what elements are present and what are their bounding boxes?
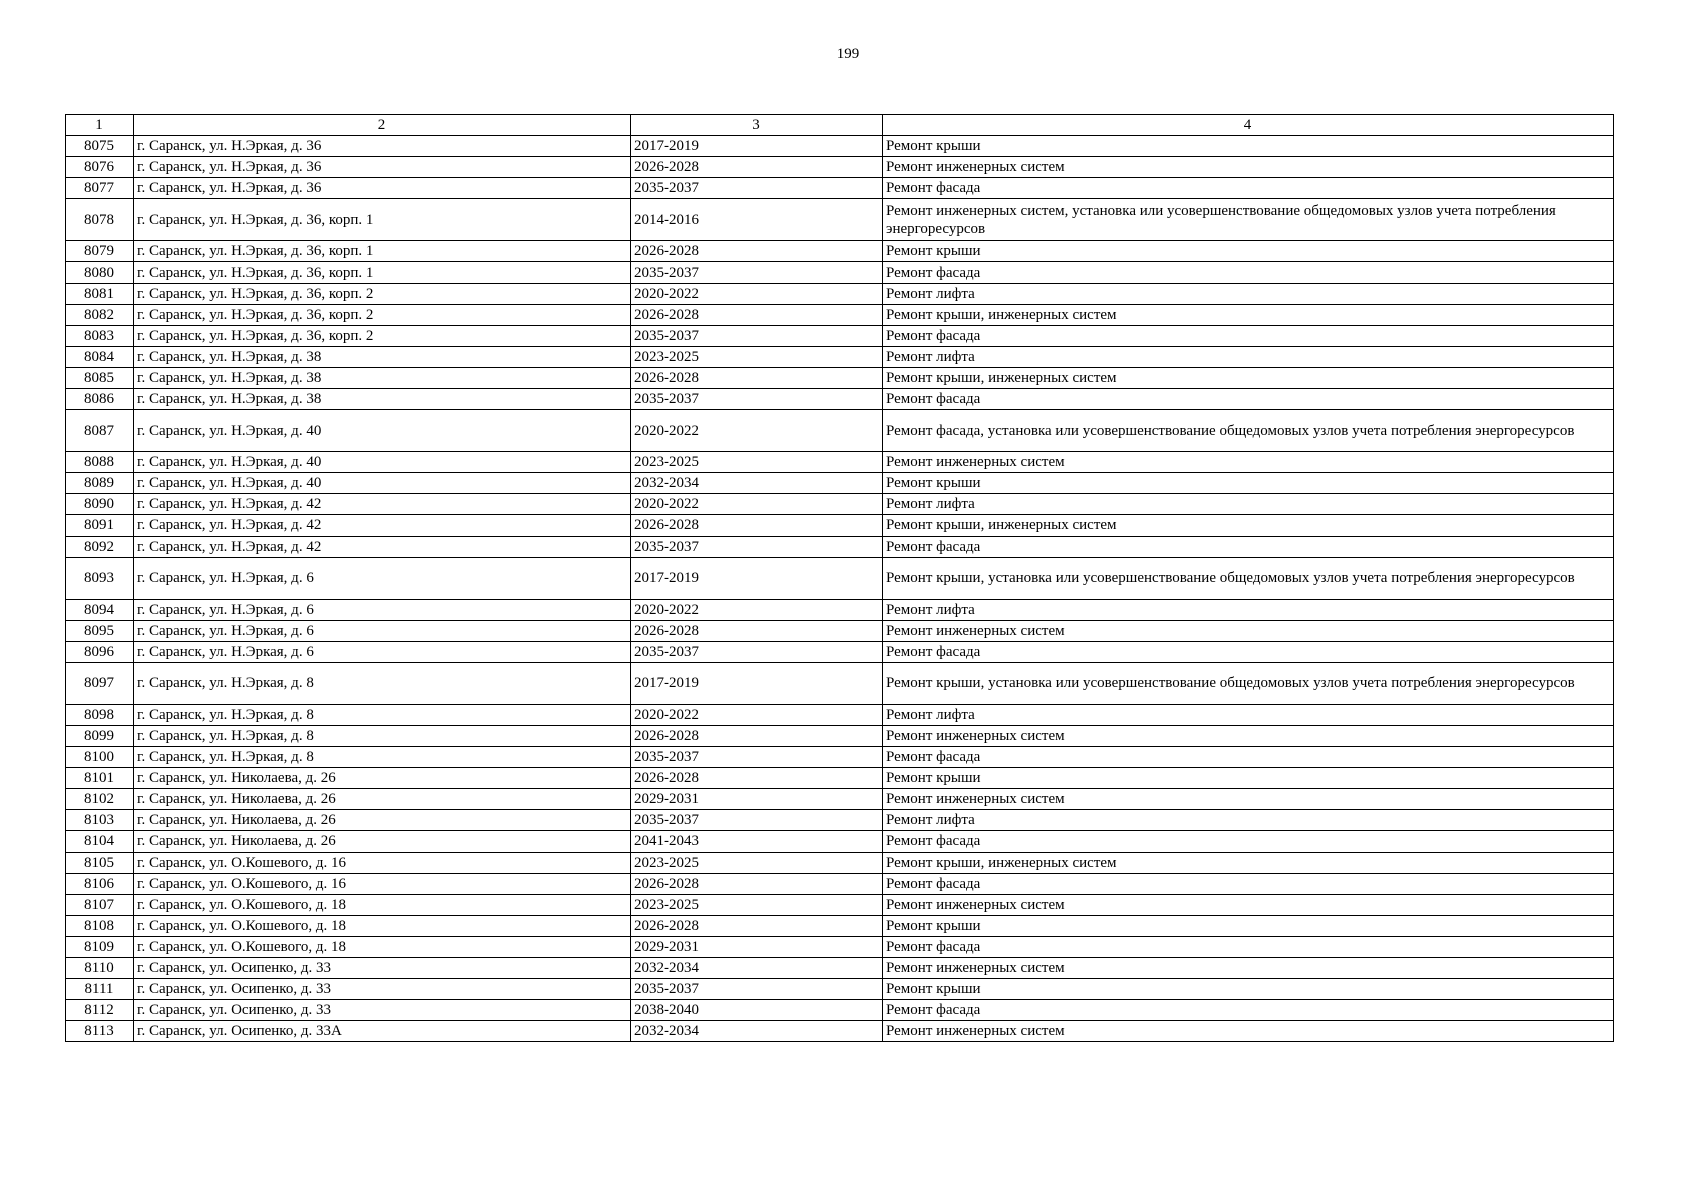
work-type-cell: Ремонт лифта bbox=[883, 283, 1614, 304]
period-cell: 2035-2037 bbox=[631, 536, 883, 557]
table-row bbox=[66, 199, 1614, 241]
work-type-cell: Ремонт крыши, инженерных систем bbox=[883, 304, 1614, 325]
address-cell: г. Саранск, ул. О.Кошевого, д. 16 bbox=[134, 852, 631, 873]
table-body bbox=[66, 115, 1614, 1042]
table-row bbox=[66, 557, 1614, 599]
period-cell: 2026-2028 bbox=[631, 873, 883, 894]
period-cell: 2023-2025 bbox=[631, 894, 883, 915]
row-number-cell: 8094 bbox=[66, 599, 134, 620]
address-cell: г. Саранск, ул. Н.Эркая, д. 42 bbox=[134, 536, 631, 557]
table-row bbox=[66, 852, 1614, 873]
table-row bbox=[66, 515, 1614, 536]
period-cell: 2026-2028 bbox=[631, 725, 883, 746]
row-number-cell: 8113 bbox=[66, 1021, 134, 1042]
row-number-cell: 8077 bbox=[66, 178, 134, 199]
row-number-cell: 8110 bbox=[66, 958, 134, 979]
row-number-cell: 8089 bbox=[66, 473, 134, 494]
row-number-cell: 8087 bbox=[66, 410, 134, 452]
address-cell: г. Саранск, ул. Осипенко, д. 33 bbox=[134, 958, 631, 979]
address-cell: г. Саранск, ул. Н.Эркая, д. 8 bbox=[134, 747, 631, 768]
address-cell: г. Саранск, ул. Н.Эркая, д. 36 bbox=[134, 136, 631, 157]
period-cell: 2017-2019 bbox=[631, 662, 883, 704]
period-cell: 2035-2037 bbox=[631, 641, 883, 662]
address-cell: г. Саранск, ул. Н.Эркая, д. 40 bbox=[134, 473, 631, 494]
work-type-cell: Ремонт крыши, установка или усовершенствование общедомовых узлов учета потребления энергоресурсов bbox=[883, 557, 1614, 599]
period-cell: 2038-2040 bbox=[631, 1000, 883, 1021]
address-cell: г. Саранск, ул. Н.Эркая, д. 8 bbox=[134, 662, 631, 704]
table-row bbox=[66, 958, 1614, 979]
address-cell: г. Саранск, ул. Н.Эркая, д. 36 bbox=[134, 157, 631, 178]
work-type-cell: Ремонт лифта bbox=[883, 494, 1614, 515]
period-cell: 2026-2028 bbox=[631, 915, 883, 936]
table-row bbox=[66, 704, 1614, 725]
work-type-cell: Ремонт инженерных систем bbox=[883, 452, 1614, 473]
period-cell: 2026-2028 bbox=[631, 241, 883, 262]
address-cell: г. Саранск, ул. Николаева, д. 26 bbox=[134, 810, 631, 831]
header-cell-work: 4 bbox=[883, 115, 1614, 136]
row-number-cell: 8101 bbox=[66, 768, 134, 789]
table-row bbox=[66, 325, 1614, 346]
address-cell: г. Саранск, ул. Н.Эркая, д. 38 bbox=[134, 389, 631, 410]
period-cell: 2020-2022 bbox=[631, 283, 883, 304]
address-cell: г. Саранск, ул. Н.Эркая, д. 42 bbox=[134, 494, 631, 515]
work-type-cell: Ремонт лифта bbox=[883, 704, 1614, 725]
table-header-row bbox=[66, 115, 1614, 136]
period-cell: 2026-2028 bbox=[631, 515, 883, 536]
work-type-cell: Ремонт инженерных систем bbox=[883, 725, 1614, 746]
table-row bbox=[66, 599, 1614, 620]
table-row bbox=[66, 136, 1614, 157]
address-cell: г. Саранск, ул. Николаева, д. 26 bbox=[134, 789, 631, 810]
address-cell: г. Саранск, ул. Н.Эркая, д. 40 bbox=[134, 452, 631, 473]
table-row bbox=[66, 873, 1614, 894]
period-cell: 2017-2019 bbox=[631, 136, 883, 157]
address-cell: г. Саранск, ул. О.Кошевого, д. 18 bbox=[134, 894, 631, 915]
work-type-cell: Ремонт фасада bbox=[883, 936, 1614, 957]
period-cell: 2032-2034 bbox=[631, 1021, 883, 1042]
row-number-cell: 8091 bbox=[66, 515, 134, 536]
row-number-cell: 8081 bbox=[66, 283, 134, 304]
address-cell: г. Саранск, ул. Н.Эркая, д. 36, корп. 2 bbox=[134, 283, 631, 304]
row-number-cell: 8092 bbox=[66, 536, 134, 557]
work-type-cell: Ремонт крыши bbox=[883, 768, 1614, 789]
row-number-cell: 8106 bbox=[66, 873, 134, 894]
work-type-cell: Ремонт инженерных систем, установка или усовершенствование общедомовых узлов учета потребления энергоресурсов bbox=[883, 199, 1614, 241]
page-number: 199 bbox=[836, 46, 860, 62]
table-row bbox=[66, 768, 1614, 789]
period-cell: 2029-2031 bbox=[631, 789, 883, 810]
header-cell-period: 3 bbox=[631, 115, 883, 136]
row-number-cell: 8103 bbox=[66, 810, 134, 831]
table-row bbox=[66, 747, 1614, 768]
address-cell: г. Саранск, ул. Николаева, д. 26 bbox=[134, 831, 631, 852]
table-row bbox=[66, 178, 1614, 199]
work-type-cell: Ремонт крыши, инженерных систем bbox=[883, 367, 1614, 388]
period-cell: 2035-2037 bbox=[631, 325, 883, 346]
row-number-cell: 8078 bbox=[66, 199, 134, 241]
row-number-cell: 8096 bbox=[66, 641, 134, 662]
table-row bbox=[66, 915, 1614, 936]
period-cell: 2041-2043 bbox=[631, 831, 883, 852]
address-cell: г. Саранск, ул. Н.Эркая, д. 8 bbox=[134, 704, 631, 725]
address-cell: г. Саранск, ул. Н.Эркая, д. 36, корп. 1 bbox=[134, 199, 631, 241]
address-cell: г. Саранск, ул. Осипенко, д. 33 bbox=[134, 1000, 631, 1021]
table-row bbox=[66, 473, 1614, 494]
table-row bbox=[66, 725, 1614, 746]
row-number-cell: 8105 bbox=[66, 852, 134, 873]
address-cell: г. Саранск, ул. Н.Эркая, д. 36 bbox=[134, 178, 631, 199]
period-cell: 2026-2028 bbox=[631, 304, 883, 325]
work-type-cell: Ремонт инженерных систем bbox=[883, 157, 1614, 178]
row-number-cell: 8079 bbox=[66, 241, 134, 262]
table-row bbox=[66, 494, 1614, 515]
row-number-cell: 8080 bbox=[66, 262, 134, 283]
table-row bbox=[66, 789, 1614, 810]
work-type-cell: Ремонт крыши bbox=[883, 241, 1614, 262]
row-number-cell: 8104 bbox=[66, 831, 134, 852]
work-type-cell: Ремонт крыши, инженерных систем bbox=[883, 852, 1614, 873]
row-number-cell: 8112 bbox=[66, 1000, 134, 1021]
address-cell: г. Саранск, ул. Н.Эркая, д. 40 bbox=[134, 410, 631, 452]
work-type-cell: Ремонт фасада bbox=[883, 1000, 1614, 1021]
work-type-cell: Ремонт фасада bbox=[883, 325, 1614, 346]
work-type-cell: Ремонт лифта bbox=[883, 346, 1614, 367]
row-number-cell: 8088 bbox=[66, 452, 134, 473]
row-number-cell: 8093 bbox=[66, 557, 134, 599]
row-number-cell: 8076 bbox=[66, 157, 134, 178]
work-type-cell: Ремонт фасада bbox=[883, 262, 1614, 283]
address-cell: г. Саранск, ул. Осипенко, д. 33А bbox=[134, 1021, 631, 1042]
row-number-cell: 8084 bbox=[66, 346, 134, 367]
period-cell: 2020-2022 bbox=[631, 494, 883, 515]
address-cell: г. Саранск, ул. Н.Эркая, д. 36, корп. 2 bbox=[134, 325, 631, 346]
work-type-cell: Ремонт лифта bbox=[883, 810, 1614, 831]
period-cell: 2035-2037 bbox=[631, 810, 883, 831]
table-row bbox=[66, 1021, 1614, 1042]
table-row bbox=[66, 641, 1614, 662]
table-row bbox=[66, 1000, 1614, 1021]
row-number-cell: 8102 bbox=[66, 789, 134, 810]
table-row bbox=[66, 810, 1614, 831]
address-cell: г. Саранск, ул. Н.Эркая, д. 36, корп. 1 bbox=[134, 262, 631, 283]
table-row bbox=[66, 620, 1614, 641]
table-row bbox=[66, 262, 1614, 283]
row-number-cell: 8083 bbox=[66, 325, 134, 346]
work-type-cell: Ремонт крыши bbox=[883, 915, 1614, 936]
table-row bbox=[66, 536, 1614, 557]
period-cell: 2035-2037 bbox=[631, 389, 883, 410]
table-row bbox=[66, 283, 1614, 304]
work-type-cell: Ремонт инженерных систем bbox=[883, 894, 1614, 915]
table-row bbox=[66, 304, 1614, 325]
work-type-cell: Ремонт инженерных систем bbox=[883, 789, 1614, 810]
row-number-cell: 8099 bbox=[66, 725, 134, 746]
header-cell-address: 2 bbox=[134, 115, 631, 136]
row-number-cell: 8086 bbox=[66, 389, 134, 410]
work-type-cell: Ремонт крыши bbox=[883, 136, 1614, 157]
table-row bbox=[66, 452, 1614, 473]
row-number-cell: 8082 bbox=[66, 304, 134, 325]
work-type-cell: Ремонт фасада bbox=[883, 536, 1614, 557]
address-cell: г. Саранск, ул. О.Кошевого, д. 18 bbox=[134, 936, 631, 957]
address-cell: г. Саранск, ул. О.Кошевого, д. 16 bbox=[134, 873, 631, 894]
table-row bbox=[66, 346, 1614, 367]
work-type-cell: Ремонт фасада bbox=[883, 389, 1614, 410]
period-cell: 2029-2031 bbox=[631, 936, 883, 957]
row-number-cell: 8111 bbox=[66, 979, 134, 1000]
table-row bbox=[66, 831, 1614, 852]
work-type-cell: Ремонт фасада bbox=[883, 873, 1614, 894]
address-cell: г. Саранск, ул. Н.Эркая, д. 8 bbox=[134, 725, 631, 746]
period-cell: 2035-2037 bbox=[631, 178, 883, 199]
period-cell: 2014-2016 bbox=[631, 199, 883, 241]
table-row bbox=[66, 367, 1614, 388]
work-type-cell: Ремонт фасада bbox=[883, 747, 1614, 768]
table-row bbox=[66, 936, 1614, 957]
period-cell: 2023-2025 bbox=[631, 852, 883, 873]
work-type-cell: Ремонт крыши, установка или усовершенствование общедомовых узлов учета потребления энергоресурсов bbox=[883, 662, 1614, 704]
row-number-cell: 8085 bbox=[66, 367, 134, 388]
address-cell: г. Саранск, ул. Н.Эркая, д. 38 bbox=[134, 346, 631, 367]
work-type-cell: Ремонт инженерных систем bbox=[883, 620, 1614, 641]
period-cell: 2035-2037 bbox=[631, 262, 883, 283]
work-type-cell: Ремонт крыши bbox=[883, 473, 1614, 494]
period-cell: 2026-2028 bbox=[631, 620, 883, 641]
work-type-cell: Ремонт лифта bbox=[883, 599, 1614, 620]
row-number-cell: 8100 bbox=[66, 747, 134, 768]
period-cell: 2017-2019 bbox=[631, 557, 883, 599]
period-cell: 2020-2022 bbox=[631, 410, 883, 452]
table-row bbox=[66, 389, 1614, 410]
period-cell: 2035-2037 bbox=[631, 747, 883, 768]
address-cell: г. Саранск, ул. Н.Эркая, д. 6 bbox=[134, 557, 631, 599]
address-cell: г. Саранск, ул. Николаева, д. 26 bbox=[134, 768, 631, 789]
table-row bbox=[66, 241, 1614, 262]
address-cell: г. Саранск, ул. Н.Эркая, д. 38 bbox=[134, 367, 631, 388]
row-number-cell: 8109 bbox=[66, 936, 134, 957]
table-row bbox=[66, 979, 1614, 1000]
work-type-cell: Ремонт инженерных систем bbox=[883, 1021, 1614, 1042]
table-row bbox=[66, 410, 1614, 452]
work-type-cell: Ремонт крыши, инженерных систем bbox=[883, 515, 1614, 536]
row-number-cell: 8108 bbox=[66, 915, 134, 936]
header-cell-number: 1 bbox=[66, 115, 134, 136]
address-cell: г. Саранск, ул. Н.Эркая, д. 42 bbox=[134, 515, 631, 536]
row-number-cell: 8107 bbox=[66, 894, 134, 915]
period-cell: 2035-2037 bbox=[631, 979, 883, 1000]
address-cell: г. Саранск, ул. Н.Эркая, д. 6 bbox=[134, 641, 631, 662]
repair-schedule-table bbox=[65, 114, 1614, 1042]
address-cell: г. Саранск, ул. О.Кошевого, д. 18 bbox=[134, 915, 631, 936]
period-cell: 2020-2022 bbox=[631, 704, 883, 725]
work-type-cell: Ремонт фасада, установка или усовершенствование общедомовых узлов учета потребления энергоресурсов bbox=[883, 410, 1614, 452]
period-cell: 2023-2025 bbox=[631, 346, 883, 367]
period-cell: 2032-2034 bbox=[631, 473, 883, 494]
period-cell: 2026-2028 bbox=[631, 157, 883, 178]
row-number-cell: 8097 bbox=[66, 662, 134, 704]
work-type-cell: Ремонт фасада bbox=[883, 641, 1614, 662]
work-type-cell: Ремонт крыши bbox=[883, 979, 1614, 1000]
address-cell: г. Саранск, ул. Н.Эркая, д. 36, корп. 2 bbox=[134, 304, 631, 325]
address-cell: г. Саранск, ул. Н.Эркая, д. 6 bbox=[134, 620, 631, 641]
table-row bbox=[66, 157, 1614, 178]
period-cell: 2026-2028 bbox=[631, 367, 883, 388]
work-type-cell: Ремонт инженерных систем bbox=[883, 958, 1614, 979]
row-number-cell: 8075 bbox=[66, 136, 134, 157]
work-type-cell: Ремонт фасада bbox=[883, 178, 1614, 199]
address-cell: г. Саранск, ул. Н.Эркая, д. 36, корп. 1 bbox=[134, 241, 631, 262]
row-number-cell: 8090 bbox=[66, 494, 134, 515]
period-cell: 2032-2034 bbox=[631, 958, 883, 979]
period-cell: 2020-2022 bbox=[631, 599, 883, 620]
table-row bbox=[66, 662, 1614, 704]
row-number-cell: 8095 bbox=[66, 620, 134, 641]
row-number-cell: 8098 bbox=[66, 704, 134, 725]
address-cell: г. Саранск, ул. Н.Эркая, д. 6 bbox=[134, 599, 631, 620]
address-cell: г. Саранск, ул. Осипенко, д. 33 bbox=[134, 979, 631, 1000]
period-cell: 2026-2028 bbox=[631, 768, 883, 789]
table-row bbox=[66, 894, 1614, 915]
period-cell: 2023-2025 bbox=[631, 452, 883, 473]
work-type-cell: Ремонт фасада bbox=[883, 831, 1614, 852]
